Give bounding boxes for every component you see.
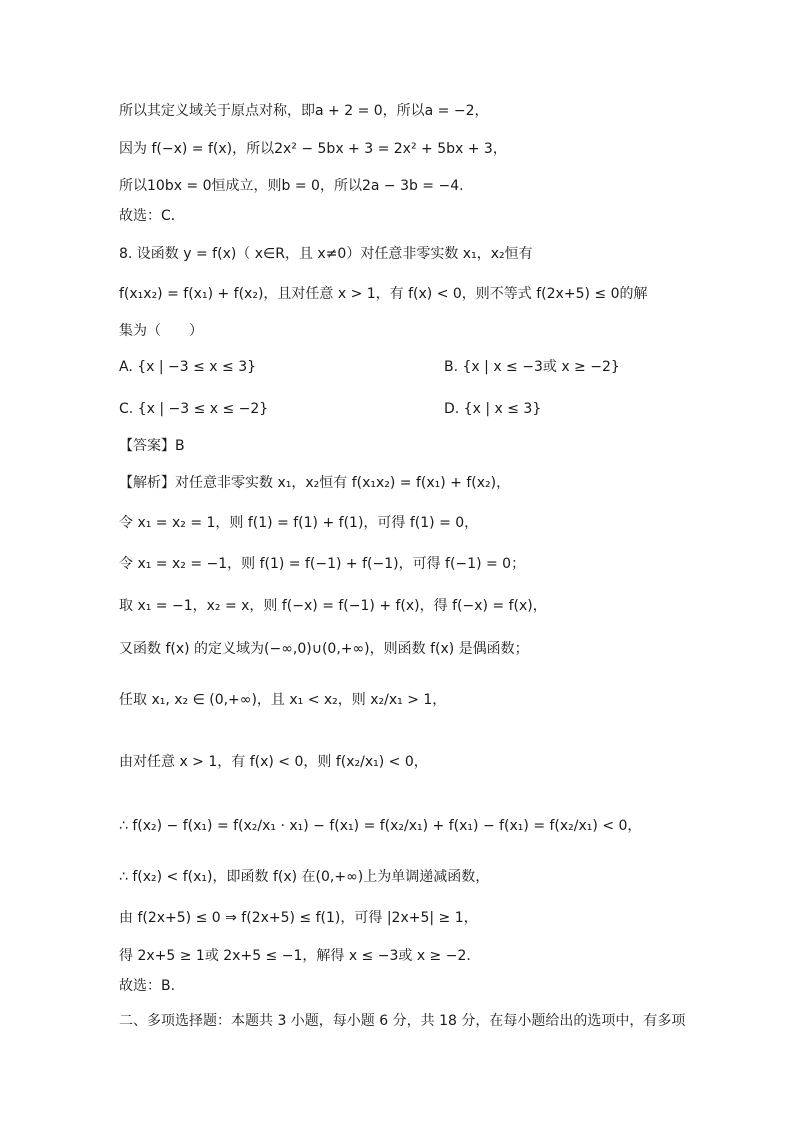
text-line: 所以10bx = 0恒成立，则b = 0，所以2a − 3b = −4. [119,178,464,194]
solution-line: 【解析】对任意非零实数 x₁，x₂恒有 f(x₁x₂) = f(x₁) + f(x₂)， [119,475,511,491]
solution-line: ∴ f(x₂) − f(x₁) = f(x₂/x₁ · x₁) − f(x₁) = f(x₂/x₁) + f(x₁) − f(x₁) = f(x₂/x₁) < 0， [119,818,642,834]
option-d: D. {x | x ≤ 3} [444,401,542,417]
answer-line: 【答案】B [119,438,185,454]
question-8-stem-end: 集为（ ） [119,323,203,339]
solution-line: 由对任意 x > 1，有 f(x) < 0，则 f(x₂/x₁) < 0， [119,754,428,770]
option-c: C. {x | −3 ≤ x ≤ −2} [119,401,269,417]
section-heading: 二、多项选择题：本题共 3 小题，每小题 6 分，共 18 分，在每小题给出的选项中，有多项 [119,1013,686,1029]
solution-line: 得 2x+5 ≥ 1或 2x+5 ≤ −1，解得 x ≤ −3或 x ≥ −2. [119,948,471,964]
question-8-stem: 8. 设函数 y = f(x)（ x∈R，且 x≠0）对任意非零实数 x₁，x₂恒有 [119,246,533,262]
solution-line: ∴ f(x₂) < f(x₁)，即函数 f(x) 在(0,+∞)上为单调递减函数， [119,869,490,885]
option-a: A. {x | −3 ≤ x ≤ 3} [119,359,257,375]
option-b: B. {x | x ≤ −3或 x ≥ −2} [444,359,620,375]
question-8-stem-cont: f(x₁x₂) = f(x₁) + f(x₂)，且对任意 x > 1，有 f(x) < 0，则不等式 f(2x+5) ≤ 0的解 [119,286,648,302]
solution-line: 又函数 f(x) 的定义域为(−∞,0)∪(0,+∞)，则函数 f(x) 是偶函数； [119,641,529,657]
text-line: 所以其定义域关于原点对称，即a + 2 = 0，所以a = −2， [119,103,489,119]
text-line: 因为 f(−x) = f(x)，所以2x² − 5bx + 3 = 2x² + 5bx + 3， [119,141,507,157]
solution-line: 取 x₁ = −1，x₂ = x，则 f(−x) = f(−1) + f(x)，得 f(−x) = f(x)， [119,598,547,614]
solution-line: 故选：B. [119,978,176,994]
solution-line: 令 x₁ = x₂ = 1，则 f(1) = f(1) + f(1)，可得 f(1) = 0， [119,515,479,531]
solution-line: 任取 x₁, x₂ ∈ (0,+∞)，且 x₁ < x₂，则 x₂/x₁ > 1， [119,692,447,708]
solution-line: 令 x₁ = x₂ = −1，则 f(1) = f(−1) + f(−1)，可得 f(−1) = 0； [119,556,526,572]
solution-line: 由 f(2x+5) ≤ 0 ⇒ f(2x+5) ≤ f(1)，可得 |2x+5| ≥ 1， [119,910,478,926]
text-line: 故选：C． [119,208,185,224]
